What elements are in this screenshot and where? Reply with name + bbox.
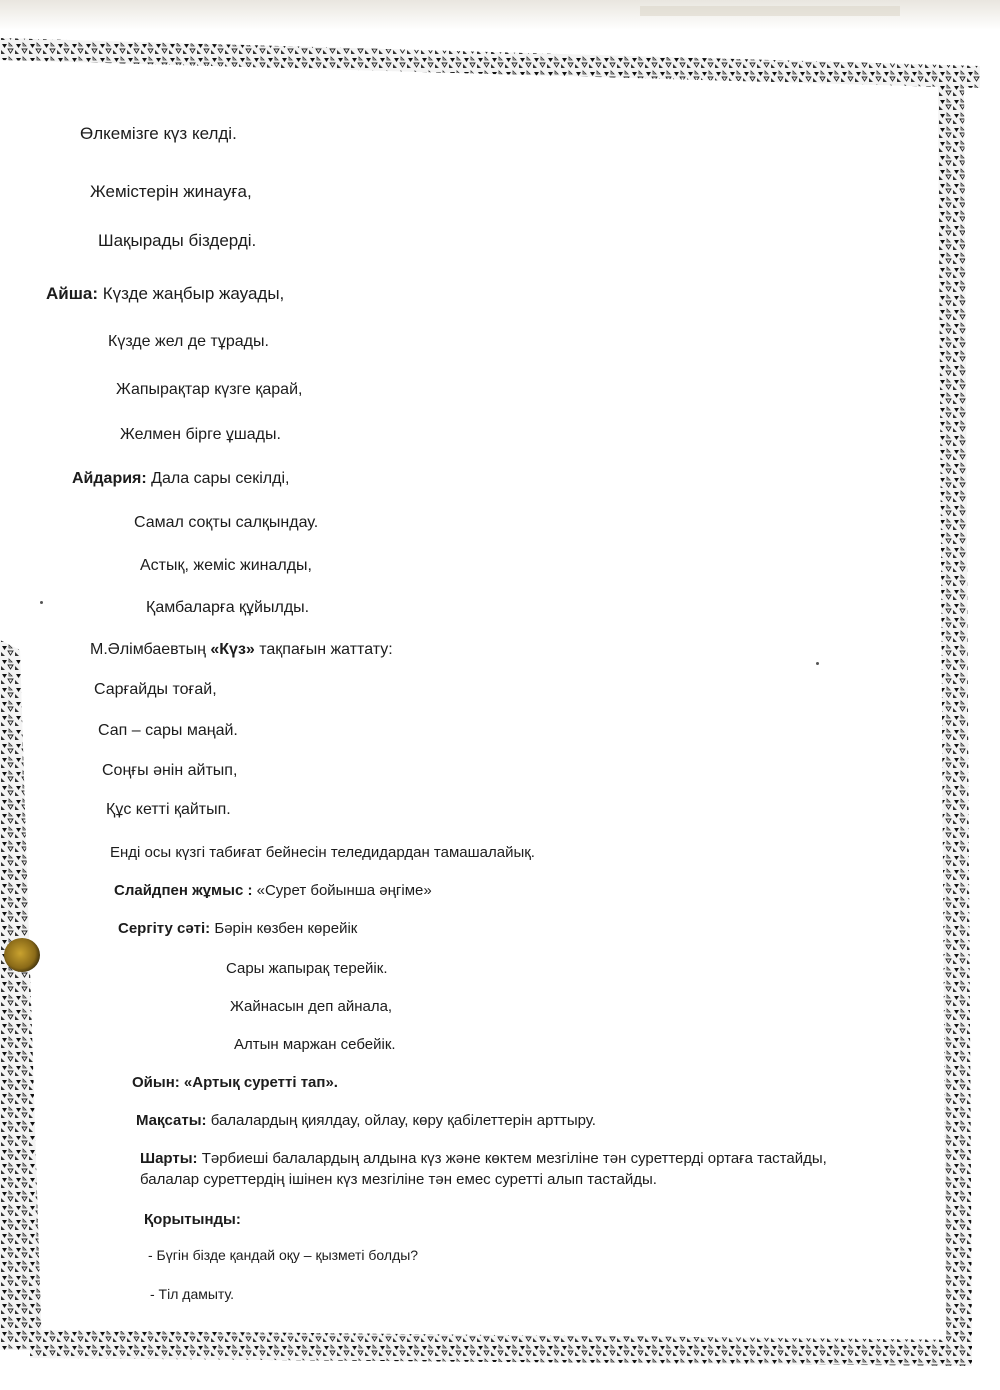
punch-hole bbox=[4, 938, 40, 972]
line-2: Жемістерін жинауға, bbox=[90, 182, 252, 201]
line-21: Жайнасын деп айнала, bbox=[230, 998, 393, 1015]
line-18: Слайдпен жұмыс : «Сурет бойынша әңгіме» bbox=[114, 882, 432, 899]
section-label: Слайдпен жұмыс : bbox=[114, 882, 253, 899]
speaker-label: Айша: bbox=[46, 284, 99, 303]
line-10: Астық, жеміс жиналды, bbox=[140, 557, 312, 574]
line-9: Самал соқты салқындау. bbox=[134, 514, 319, 531]
section-label: Шарты: bbox=[140, 1150, 198, 1167]
line-27 bbox=[144, 1210, 241, 1230]
paper-fold-shadow bbox=[640, 6, 900, 16]
border-right bbox=[938, 76, 972, 1346]
speck bbox=[40, 601, 43, 604]
line-7: Желмен бірге ұшады. bbox=[120, 426, 281, 443]
line-19: Сергіту сәті: Бәрін көзбен көрейік bbox=[118, 920, 358, 937]
line-14: Сап – сары маңай. bbox=[98, 722, 238, 739]
speaker-label: Айдария: bbox=[72, 470, 147, 487]
line-28: - Бүгін бізде қандай оқу – қызметі болды? bbox=[148, 1247, 419, 1263]
game-title: Ойын: «Артық суретті тап». bbox=[132, 1074, 338, 1091]
section-label: Мақсаты: bbox=[136, 1112, 207, 1129]
line-13: Сарғайды тоғай, bbox=[94, 681, 217, 698]
scan-top-edge bbox=[0, 0, 1000, 30]
line-22: Алтын маржан себейік. bbox=[234, 1036, 396, 1053]
section-label: Сергіту сәті: bbox=[118, 920, 211, 937]
line-4: Айша: Күзде жаңбыр жауады, bbox=[46, 284, 285, 303]
line-17: Енді осы күзгі табиғат бейнесін теледидардан тамашалайық. bbox=[110, 844, 535, 861]
line-16: Құс кетті қайтып. bbox=[106, 801, 231, 818]
line-1: Өлкемізге күз келді. bbox=[80, 124, 237, 143]
line-25: Шарты: Тәрбиеші балалардың алдына күз және көктем мезгіліне тән суреттерді ортаға тастайды, bbox=[140, 1150, 827, 1167]
line-5: Күзде жел де тұрады. bbox=[108, 333, 269, 350]
line-3: Шақырады біздерді. bbox=[98, 231, 257, 250]
line-26: балалар суреттердің ішінен күз мезгіліне тән емес суретті алып тастайды. bbox=[140, 1171, 657, 1188]
line-11: Қамбаларға құйылды. bbox=[146, 599, 310, 616]
line-8: Айдария: Дала сары секілді, bbox=[72, 470, 290, 487]
line-6: Жапырақтар күзге қарай, bbox=[116, 381, 303, 398]
section-label: Қорытынды: bbox=[144, 1211, 241, 1228]
poem-title: «Күз» bbox=[210, 641, 255, 658]
border-top bbox=[0, 38, 980, 88]
line-12: М.Әлімбаевтың «Күз» тақпағын жаттату: bbox=[90, 641, 393, 658]
border-left bbox=[0, 640, 42, 1350]
line-24: Мақсаты: балалардың қиялдау, ойлау, көру қабілеттерін арттыру. bbox=[136, 1112, 596, 1129]
line-20: Сары жапырақ терейік. bbox=[226, 960, 388, 977]
line-29: - Тіл дамыту. bbox=[150, 1286, 234, 1302]
line-15: Соңғы әнін айтып, bbox=[102, 762, 238, 779]
speck bbox=[816, 662, 819, 665]
border-bottom bbox=[30, 1330, 972, 1366]
line-23 bbox=[132, 1073, 338, 1093]
